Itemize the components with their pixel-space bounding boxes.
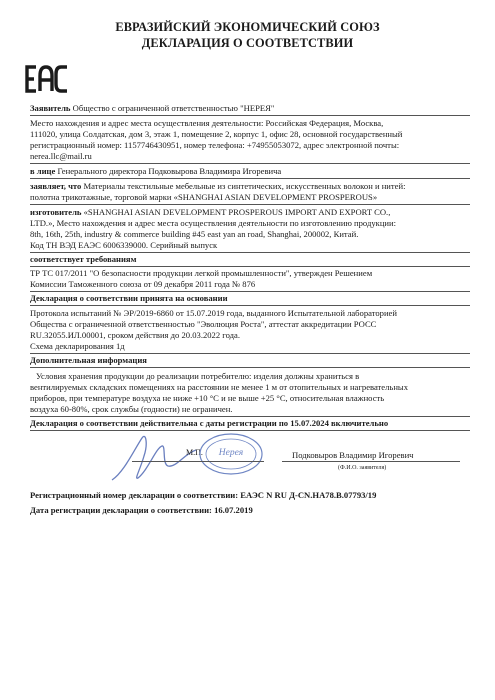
- divider: [30, 204, 470, 205]
- applicant-email: nerea.llc@mail.ru: [30, 151, 92, 161]
- divider: [30, 252, 470, 253]
- header-union-title: ЕВРАЗИЙСКИЙ ЭКОНОМИЧЕСКИЙ СОЮЗ: [115, 20, 380, 34]
- divider: [30, 266, 470, 267]
- signer-caption: (Ф.И.О. заявителя): [338, 465, 387, 471]
- applicant-address-line-2: 111020, улица Солдатская, дом 3, этаж 1, помещение 2, корпус 1, офис 28, основной государственный: [30, 129, 403, 139]
- applicant-label: Заявитель: [30, 103, 71, 113]
- signature-scribble: [104, 430, 204, 490]
- additional-line-4: воздуха 60-80%, срок службы (годности) не ограничен.: [30, 404, 233, 414]
- manufacturer-line-1: «SHANGHAI ASIAN DEVELOPMENT PROSPEROUS IMPORT AND EXPORT CO.,: [83, 207, 391, 217]
- basis-scheme: Схема декларирования 1д: [30, 341, 125, 351]
- stamp-text: Нерея: [218, 448, 244, 458]
- requirements-heading: соответствует требованиям: [30, 254, 137, 264]
- eac-logo: [24, 64, 70, 94]
- requirements-line-2: Комиссии Таможенного союза от 09 декабря 2011 года № 876: [30, 279, 256, 289]
- divider: [30, 430, 470, 431]
- divider: [30, 416, 470, 417]
- basis-line-3: RU.32055.ИЛ.00001, сроком действия до 20.03.2022 года.: [30, 330, 240, 340]
- requirements-line-1: ТР ТС 017/2011 "О безопасности продукции легкой промышленности", утвержден Решением: [30, 268, 373, 278]
- applicant-address-line-1: Место нахождения и адрес места осуществления деятельности: Российская Федерация, Москва,: [30, 118, 384, 128]
- additional-line-1: Условия хранения продукции до реализации потребителю: изделия должны храниться в: [36, 371, 360, 381]
- declares-label: заявляет, что: [30, 181, 82, 191]
- additional-line-2: вентилируемых складских помещениях на расстоянии не менее 1 м от отопительных и нагревательных: [30, 382, 408, 392]
- applicant-address-line-3: регистрационный номер: 1157746430951, номер телефона: +74955053072, адрес электронной почты:: [30, 140, 400, 150]
- manufacturer-line-4: Код ТН ВЭД ЕАЭС 6006339000. Серийный выпуск: [30, 240, 218, 250]
- divider: [30, 115, 470, 116]
- manufacturer-label: изготовитель: [30, 207, 82, 217]
- declares-line-1: Материалы текстильные мебельные из синтетических, искусственных волокон и нитей:: [83, 181, 406, 191]
- basis-line-2: Общества с ограниченной ответственностью "Эволюция Роста", аттестат аккредитации РОСС: [30, 319, 377, 329]
- stamp-place-label: М.П.: [186, 448, 203, 457]
- person-value: Генерального директора Подковырова Владимира Игоревича: [57, 166, 282, 176]
- registration-date: Дата регистрации декларации о соответствии: 16.07.2019: [30, 505, 253, 515]
- additional-line-3: приборов, при температуре воздуха не ниже +10 °С и не выше +25 °С, относительная влажность: [30, 393, 385, 403]
- declares-line-2: полотна трикотажные, торговой марки «SHANGHAI ASIAN DEVELOPMENT PROSPEROUS»: [30, 192, 378, 202]
- manufacturer-line-2: LTD.», Место нахождения и адрес места осуществления деятельности по изготовлению продукции:: [30, 218, 397, 228]
- manufacturer-line-3: 8th, 16th, 25th, industry & commerce building #45 east yan an road, Shanghai, 200002, Китай.: [30, 229, 359, 239]
- applicant-value: Общество с ограниченной ответственностью "НЕРЕЯ": [72, 103, 275, 113]
- signer-line: [282, 461, 460, 462]
- divider: [30, 178, 470, 179]
- signature-line: [132, 461, 264, 462]
- basis-line-1: Протокола испытаний № ЭР/2019-6860 от 15.07.2019 года, выданного Испытательной лабораторией: [30, 308, 397, 318]
- divider: [30, 305, 470, 306]
- person-label: в лице: [30, 166, 56, 176]
- divider: [30, 163, 470, 164]
- validity-text: Декларация о соответствии действительна с даты регистрации по 15.07.2024 включительно: [30, 418, 389, 428]
- basis-heading: Декларация о соответствии принята на основании: [30, 293, 228, 303]
- divider: [30, 367, 470, 368]
- registration-number: Регистрационный номер декларации о соответствии: ЕАЭС N RU Д-CN.НА78.В.07793/19: [30, 490, 377, 500]
- header-declaration-title: ДЕКЛАРАЦИЯ О СООТВЕТСТВИИ: [141, 36, 354, 50]
- divider: [30, 291, 470, 292]
- signer-name: Подковыров Владимир Игоревич: [292, 450, 414, 460]
- applicant-row: [30, 103, 470, 114]
- manufacturer-row: [30, 207, 470, 218]
- divider: [30, 353, 470, 354]
- additional-heading: Дополнительная информация: [30, 355, 147, 365]
- applicant-person-row: [30, 166, 470, 177]
- declares-row: [30, 181, 470, 192]
